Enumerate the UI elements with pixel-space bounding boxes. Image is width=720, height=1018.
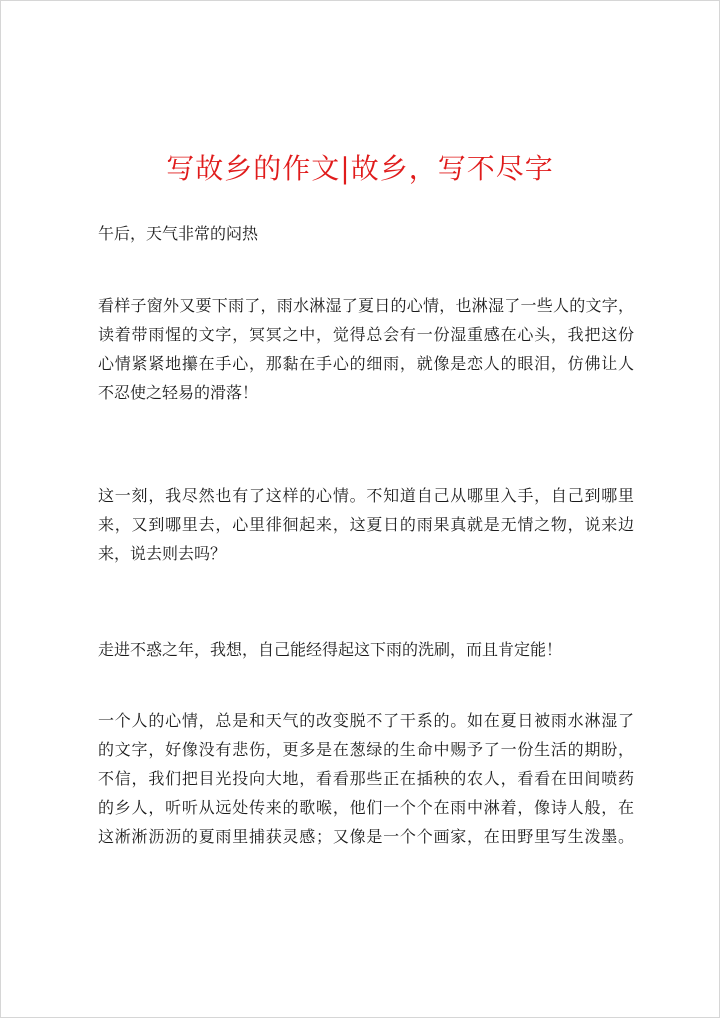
paragraph-line: 这一刻，我尽然也有了这样的心情。不知道自己从哪里入手，自己到哪里 — [98, 486, 634, 505]
paragraph-3 — [98, 481, 634, 568]
paragraph-5 — [98, 706, 634, 851]
paragraph-line: 一个人的心情，总是和天气的改变脱不了干系的。如在夏日被雨水淋湿了 — [98, 711, 634, 730]
paragraph-line: 不信，我们把目光投向大地，看看那些正在插秧的农人，看看在田间喷药 — [98, 769, 634, 788]
paragraph-2 — [98, 291, 634, 407]
paragraph-line: 这淅淅沥沥的夏雨里捕获灵感；又像是一个个画家，在田野里写生泼墨。 — [98, 827, 634, 846]
paragraph-line: 看样子窗外又要下雨了，雨水淋湿了夏日的心情，也淋湿了一些人的文字， — [98, 296, 634, 315]
paragraph-line: 读着带雨惺的文字，冥冥之中，觉得总会有一份湿重感在心头，我把这份 — [98, 325, 634, 344]
paragraph-line: 心情紧紧地攥在手心，那黏在手心的细雨，就像是恋人的眼泪，仿佛让人 — [98, 354, 634, 373]
paragraph-line: 来，说去则去吗？ — [98, 544, 227, 563]
paragraph-line: 不忍使之轻易的滑落！ — [98, 383, 259, 402]
paragraph-line: 的乡人，听听从远处传来的歌喉，他们一个个在雨中淋着，像诗人般，在 — [98, 798, 634, 817]
document-title: 写故乡的作文|故乡，写不尽字 — [166, 152, 554, 185]
paragraph-line: 的文字，好像没有悲伤，更多是在葱绿的生命中赐予了一份生活的期盼， — [98, 740, 634, 759]
paragraph-1 — [98, 219, 634, 248]
paragraph-line: 来，又到哪里去，心里徘徊起来，这夏日的雨果真就是无情之物，说来边 — [98, 515, 634, 534]
paragraph-4 — [98, 635, 634, 664]
paragraph-line: 午后，天气非常的闷热 — [98, 224, 259, 243]
paragraph-line: 走进不惑之年，我想，自己能经得起这下雨的洗刷，而且肯定能！ — [98, 640, 563, 659]
